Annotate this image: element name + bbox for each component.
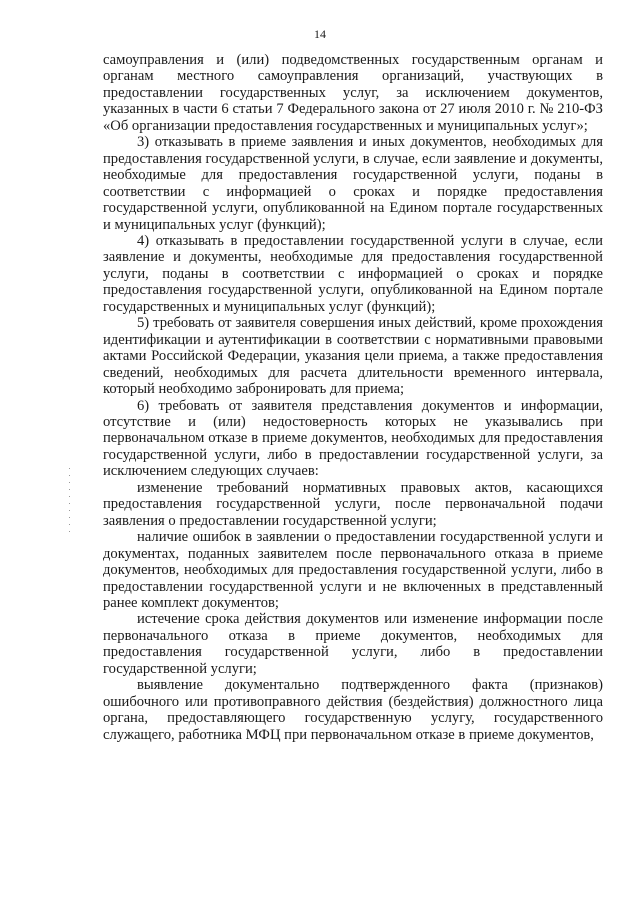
paragraph-item-4: 4) отказывать в предоставлении государственной услуги в случае, если заявление и документы, необходимые для предоставления государственной услуги, поданы в соответствии с информацией о сроках и порядке предоставления государственной услуги, опубликованной на Едином портале государственных и муниципальных услуг (функций); — [103, 232, 603, 315]
paragraph-case-errors: наличие ошибок в заявлении о предоставлении государственной услуги и документах, поданных заявителем после первоначального отказа в приеме документов, необходимых для предоставления государственной услуги, либо в предоставлении государственной услуги и не включенных в представленный ранее комплект документов; — [103, 529, 603, 611]
document-body — [103, 52, 603, 743]
paragraph-item-3: 3) отказывать в приеме заявления и иных документов, необходимых для предоставления государственной услуги, в случае, если заявление и документы, необходимые для предоставления государственной услуги, поданы в соответствии с информацией о сроках и порядке предоставления государственной услуги, опубликованной на Едином портале государственных и муниципальных услуг (функций); — [103, 134, 603, 233]
margin-scan-dots — [69, 468, 70, 538]
page-number: 14 — [314, 27, 326, 41]
paragraph-case-requirements-change: изменение требований нормативных правовых актов, касающихся предоставления государственной услуги, после первоначальной подачи заявления о предоставлении государственной услуги; — [103, 479, 603, 529]
paragraph-case-misconduct: выявление документально подтвержденного факта (признаков) ошибочного или противоправного действия (бездействия) должностного лица органа, предоставляющего государственную услугу, государственного служащего, работника МФЦ при первоначальном отказе в приеме документов, — [103, 677, 603, 743]
paragraph-continuation: самоуправления и (или) подведомственных государственным органам и органам местного самоуправления организаций, участвующих в предоставлении государственных услуг, за исключением документов, указанных в части 6 статьи 7 Федерального закона от 27 июля 2010 г. № 210-ФЗ «Об организации предоставления государственных и муниципальных услуг»; — [103, 52, 603, 134]
paragraph-item-6: 6) требовать от заявителя представления документов и информации, отсутствие и (или) недостоверность которых не указывались при первоначальном отказе в приеме документов, необходимых для предоставления государственной услуги, либо в предоставлении государственной услуги, за исключением следующих случаев: — [103, 397, 603, 480]
paragraph-case-expiry: истечение срока действия документов или изменение информации после первоначального отказа в приеме документов, необходимых для предоставления государственной услуги, либо в предоставлении государственной услуги; — [103, 611, 603, 677]
paragraph-item-5: 5) требовать от заявителя совершения иных действий, кроме прохождения идентификации и аутентификации в соответствии с нормативными правовыми актами Российской Федерации, указания цели приема, а также предоставления сведений, необходимых для расчета длительности временного интервала, который необходимо забронировать для приема; — [103, 315, 603, 398]
